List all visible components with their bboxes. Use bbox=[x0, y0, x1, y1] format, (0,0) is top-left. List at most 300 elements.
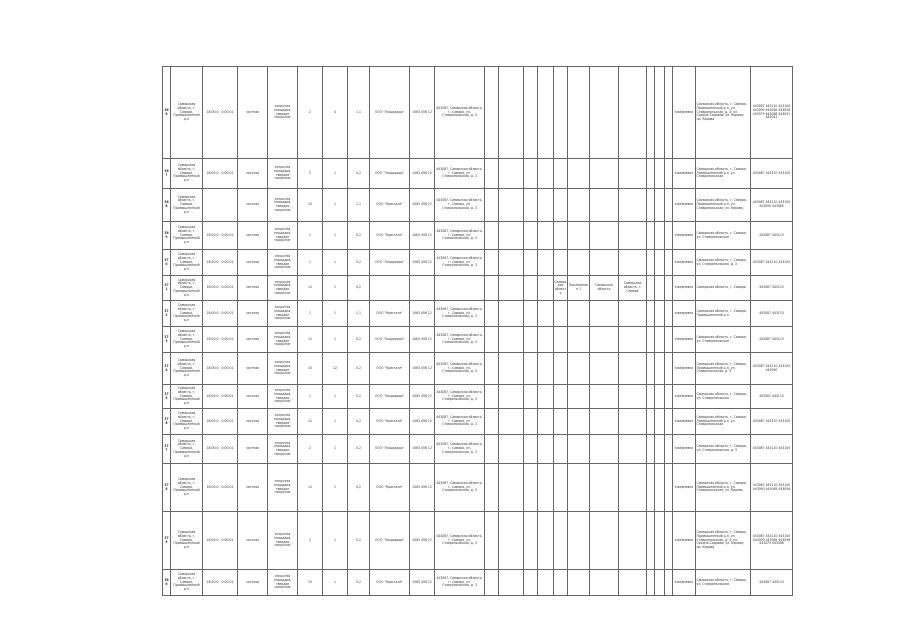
table-cell: 18:00:0 : 0:00:01 bbox=[203, 409, 238, 435]
table-cell: 1,1 bbox=[348, 301, 370, 327]
table-cell: открытая площадка, твердое покрытие bbox=[268, 353, 298, 385]
table-cell bbox=[538, 301, 554, 327]
table-cell: ООО "Кристалл" bbox=[370, 301, 410, 327]
table-cell bbox=[665, 189, 673, 222]
table-cell: Самарская область, г. Самара, ул. Ставропольская bbox=[696, 327, 751, 353]
table-cell: Самарская область, г. Самара, Промышленный р-н bbox=[171, 512, 203, 570]
table-cell: 4 bbox=[323, 67, 348, 159]
table-cell bbox=[554, 409, 568, 435]
table-cell: частная bbox=[238, 67, 268, 159]
table-cell bbox=[655, 159, 665, 189]
table-cell: частная bbox=[238, 301, 268, 327]
registry-table-body bbox=[163, 67, 793, 596]
table-cell: 443087 443110 443100 bbox=[751, 435, 793, 464]
table-cell bbox=[568, 409, 590, 435]
table-cell: ежедневно bbox=[673, 570, 696, 596]
table-cell bbox=[655, 409, 665, 435]
table-cell: 18:00:0 : 0:00:01 bbox=[203, 276, 238, 301]
table-cell: 1063 456 12 bbox=[410, 409, 435, 435]
table-cell bbox=[554, 189, 568, 222]
table-cell bbox=[485, 327, 499, 353]
table-row bbox=[163, 189, 793, 222]
table-cell bbox=[647, 385, 655, 409]
table-cell: 443087 443110 bbox=[751, 327, 793, 353]
row-number-cell: 369 bbox=[163, 222, 171, 250]
table-cell: Самарская область, г. Самара, Промышленный р-н bbox=[171, 159, 203, 189]
table-cell bbox=[590, 435, 619, 464]
table-cell bbox=[655, 189, 665, 222]
table-cell: 18:00:0 : 0:00:01 bbox=[203, 385, 238, 409]
table-cell bbox=[485, 250, 499, 276]
table-cell bbox=[568, 67, 590, 159]
table-cell: 1063 456 12 bbox=[410, 67, 435, 159]
table-cell: 1 bbox=[298, 385, 323, 409]
table-cell: открытая площадка, твердое покрытие bbox=[268, 159, 298, 189]
table-cell: 443087, Самарская область, г. Самара, ул. Ставропольская, д. 3 bbox=[435, 222, 485, 250]
table-cell: 443087 443110 443100 bbox=[751, 159, 793, 189]
table-cell bbox=[538, 570, 554, 596]
table-cell bbox=[499, 464, 524, 512]
table-cell: ООО "Эльдорадо" bbox=[370, 159, 410, 189]
table-row bbox=[163, 222, 793, 250]
table-cell bbox=[554, 512, 568, 570]
table-cell: Самарская область, г. Самара, Промышленный р-н bbox=[696, 301, 751, 327]
table-cell bbox=[619, 159, 647, 189]
table-cell: ежедневно bbox=[673, 159, 696, 189]
table-cell: 1063 456 12 bbox=[410, 327, 435, 353]
table-cell: открытая площадка, твердое покрытие bbox=[268, 570, 298, 596]
registry-table bbox=[162, 66, 793, 596]
table-row bbox=[163, 512, 793, 570]
table-cell: 443087 443110 443100 443090 bbox=[751, 353, 793, 385]
table-cell: 443087, Самарская область, г. Самара, ул. Ставропольская, д. 3 bbox=[435, 385, 485, 409]
table-cell: открытая площадка, твердое покрытие bbox=[268, 327, 298, 353]
table-cell bbox=[410, 276, 435, 301]
table-cell bbox=[499, 276, 524, 301]
table-cell bbox=[524, 409, 538, 435]
table-cell: 0,2 bbox=[348, 353, 370, 385]
table-cell bbox=[619, 435, 647, 464]
table-cell: 1 bbox=[323, 464, 348, 512]
table-cell: ежедневно bbox=[673, 435, 696, 464]
table-cell bbox=[568, 222, 590, 250]
table-cell bbox=[568, 353, 590, 385]
table-cell: ежедневно bbox=[673, 67, 696, 159]
table-cell bbox=[554, 159, 568, 189]
row-number-cell: 372 bbox=[163, 301, 171, 327]
table-cell: Самарская область, г. Самара, Промышленный р-н bbox=[171, 222, 203, 250]
table-cell: ежедневно bbox=[673, 385, 696, 409]
row-number-cell: 368 bbox=[163, 189, 171, 222]
table-cell: 0,2 bbox=[348, 250, 370, 276]
table-cell: частная bbox=[238, 353, 268, 385]
table-cell: открытая площадка, твердое покрытие bbox=[268, 409, 298, 435]
table-cell: 443087 443110 443100 443090 443065 443056 bbox=[751, 464, 793, 512]
table-cell: 12 bbox=[298, 464, 323, 512]
table-cell bbox=[538, 464, 554, 512]
table-cell bbox=[619, 222, 647, 250]
table-cell: 1063 456 12 bbox=[410, 385, 435, 409]
table-cell bbox=[538, 385, 554, 409]
table-row bbox=[163, 464, 793, 512]
table-cell bbox=[568, 327, 590, 353]
table-cell: 18:00:0 : 0:00:01 bbox=[203, 250, 238, 276]
table-cell: Самарская область bbox=[554, 276, 568, 301]
row-number-cell: 379 bbox=[163, 512, 171, 570]
table-cell bbox=[655, 222, 665, 250]
table-cell: 2 bbox=[298, 67, 323, 159]
table-cell: открытая площадка, твердое покрытие bbox=[268, 301, 298, 327]
table-cell bbox=[568, 512, 590, 570]
table-cell bbox=[647, 301, 655, 327]
table-cell: 1,1 bbox=[348, 67, 370, 159]
table-cell bbox=[665, 250, 673, 276]
table-cell: открытая площадка, твердое покрытие bbox=[268, 276, 298, 301]
table-cell: Самарская область, г. Самара, Промышленный р-н bbox=[171, 435, 203, 464]
table-cell: Самарская область, г. Самара, Промышленный р-н bbox=[171, 276, 203, 301]
table-row bbox=[163, 353, 793, 385]
table-cell: открытая площадка, твердое покрытие bbox=[268, 435, 298, 464]
table-cell bbox=[619, 512, 647, 570]
table-cell: ООО "Кристалл" bbox=[370, 222, 410, 250]
table-cell: частная bbox=[238, 512, 268, 570]
table-cell bbox=[524, 435, 538, 464]
table-cell bbox=[665, 222, 673, 250]
table-cell: 443087 443110 443100 443090 443065 bbox=[751, 189, 793, 222]
table-cell: частная bbox=[238, 464, 268, 512]
table-cell: 0,2 bbox=[348, 512, 370, 570]
table-cell bbox=[499, 67, 524, 159]
row-number-cell: 375 bbox=[163, 385, 171, 409]
table-cell: 18:00:0 : 0:00:01 bbox=[203, 570, 238, 596]
table-cell bbox=[485, 409, 499, 435]
table-cell: 443087 443110 bbox=[751, 301, 793, 327]
table-cell bbox=[655, 464, 665, 512]
table-cell bbox=[647, 353, 655, 385]
table-cell bbox=[568, 189, 590, 222]
table-cell: Самарская область bbox=[590, 276, 619, 301]
table-cell bbox=[590, 353, 619, 385]
table-cell: 1 bbox=[323, 301, 348, 327]
table-cell: 443087 443110 bbox=[751, 570, 793, 596]
table-cell bbox=[538, 353, 554, 385]
table-cell bbox=[655, 276, 665, 301]
table-cell: 12 bbox=[323, 353, 348, 385]
table-cell bbox=[524, 67, 538, 159]
table-cell bbox=[665, 276, 673, 301]
row-number-cell: 374 bbox=[163, 353, 171, 385]
row-number-cell: 373 bbox=[163, 327, 171, 353]
table-cell: 0,2 bbox=[348, 276, 370, 301]
table-cell bbox=[655, 250, 665, 276]
table-cell: 443087 443110 bbox=[751, 276, 793, 301]
table-cell: Самарская область, г. Самара, Промышленный р-н bbox=[171, 409, 203, 435]
table-cell: 443087, Самарская область, г. Самара, ул. Ставропольская, д. 3 bbox=[435, 189, 485, 222]
table-cell: 12 bbox=[298, 327, 323, 353]
table-cell bbox=[619, 327, 647, 353]
table-cell bbox=[554, 435, 568, 464]
table-cell: ООО "Эльдорадо" bbox=[370, 512, 410, 570]
table-cell: Самарская область, г. Самара, Промышленный р-н bbox=[171, 385, 203, 409]
table-cell: частная bbox=[238, 327, 268, 353]
table-cell: открытая площадка, твердое покрытие bbox=[268, 464, 298, 512]
table-cell bbox=[554, 570, 568, 596]
table-cell: ежедневно bbox=[673, 222, 696, 250]
table-cell bbox=[647, 327, 655, 353]
table-cell bbox=[619, 67, 647, 159]
table-cell bbox=[568, 464, 590, 512]
table-cell bbox=[590, 67, 619, 159]
table-cell bbox=[665, 570, 673, 596]
table-cell bbox=[524, 159, 538, 189]
row-number-cell: 371 bbox=[163, 276, 171, 301]
table-cell: 18:00:0 : 0:00:01 bbox=[203, 67, 238, 159]
table-cell: 18:00:0 : 0:00:01 bbox=[203, 159, 238, 189]
table-cell: ООО "Эльдорадо" bbox=[370, 67, 410, 159]
table-cell: 443087 443110 443100 bbox=[751, 409, 793, 435]
table-cell bbox=[568, 385, 590, 409]
table-cell: 1063 456 12 bbox=[410, 464, 435, 512]
table-cell bbox=[647, 189, 655, 222]
table-cell bbox=[554, 327, 568, 353]
table-cell: 18:00:0 : 0:00:01 bbox=[203, 222, 238, 250]
table-cell: 10 bbox=[298, 353, 323, 385]
table-cell bbox=[538, 435, 554, 464]
table-cell bbox=[538, 67, 554, 159]
table-cell: 1 bbox=[323, 435, 348, 464]
table-cell: 12 bbox=[298, 276, 323, 301]
table-cell: 1 bbox=[323, 385, 348, 409]
table-cell: 1 bbox=[298, 250, 323, 276]
table-cell: 443087, Самарская область, г. Самара, ул. Ставропольская, д. 3 bbox=[435, 327, 485, 353]
table-cell bbox=[619, 464, 647, 512]
table-cell: ежедневно bbox=[673, 512, 696, 570]
table-cell bbox=[590, 327, 619, 353]
table-cell: 443087, Самарская область, г. Самара, ул. Ставропольская, д. 3 bbox=[435, 570, 485, 596]
table-cell bbox=[554, 353, 568, 385]
table-cell: ООО "Кристалл" bbox=[370, 570, 410, 596]
table-cell: ежедневно bbox=[673, 327, 696, 353]
table-cell bbox=[619, 409, 647, 435]
table-cell: Самарская область, г. Самара, Промышленный р-н bbox=[171, 464, 203, 512]
table-cell: 1063 456 12 bbox=[410, 435, 435, 464]
row-number-cell: 380 bbox=[163, 570, 171, 596]
table-cell bbox=[499, 159, 524, 189]
table-cell: ООО "Эльдорадо" bbox=[370, 250, 410, 276]
table-cell bbox=[499, 301, 524, 327]
table-cell: частная bbox=[238, 409, 268, 435]
table-cell: 1 bbox=[323, 276, 348, 301]
table-cell: 443087 443110 bbox=[751, 222, 793, 250]
table-cell bbox=[665, 435, 673, 464]
table-cell bbox=[554, 385, 568, 409]
table-cell: 1 bbox=[323, 189, 348, 222]
table-cell bbox=[499, 353, 524, 385]
table-cell: 1063 456 12 bbox=[410, 353, 435, 385]
table-cell bbox=[485, 464, 499, 512]
table-cell: Самарская область, г. Самара, Промышленный р-н bbox=[171, 189, 203, 222]
table-cell bbox=[524, 353, 538, 385]
table-row bbox=[163, 250, 793, 276]
table-cell bbox=[485, 159, 499, 189]
table-row bbox=[163, 435, 793, 464]
table-cell: ООО "Кристалл" bbox=[370, 353, 410, 385]
table-cell bbox=[554, 250, 568, 276]
table-cell bbox=[655, 435, 665, 464]
table-cell bbox=[619, 189, 647, 222]
table-cell bbox=[647, 159, 655, 189]
table-cell bbox=[524, 222, 538, 250]
row-number-cell: 377 bbox=[163, 435, 171, 464]
table-cell: 1063 456 12 bbox=[410, 512, 435, 570]
table-cell bbox=[538, 409, 554, 435]
table-cell: 0,2 bbox=[348, 435, 370, 464]
table-cell bbox=[665, 512, 673, 570]
table-cell bbox=[485, 385, 499, 409]
table-cell: 1 bbox=[323, 512, 348, 570]
table-cell: Самарская область, г. Самара, Промышленный р-н, ул. Ставропольская bbox=[696, 409, 751, 435]
table-cell bbox=[665, 385, 673, 409]
table-cell: Самарская область, г. Самара, ул. Ставропольская bbox=[696, 222, 751, 250]
table-cell: ООО "Эльдорадо" bbox=[370, 435, 410, 464]
table-cell bbox=[665, 409, 673, 435]
table-cell bbox=[568, 250, 590, 276]
table-cell: открытая площадка, твердое покрытие bbox=[268, 250, 298, 276]
table-cell: ООО "Кристалл" bbox=[370, 464, 410, 512]
table-cell bbox=[619, 353, 647, 385]
table-cell: 443087 443110 443100 bbox=[751, 250, 793, 276]
table-cell: 443087, Самарская область, г. Самара, ул. Ставропольская, д. 3 bbox=[435, 353, 485, 385]
table-cell bbox=[485, 189, 499, 222]
table-cell bbox=[590, 385, 619, 409]
table-cell: 0,2 bbox=[348, 385, 370, 409]
table-cell: 0,2 bbox=[348, 222, 370, 250]
row-number-cell: 370 bbox=[163, 250, 171, 276]
table-cell bbox=[524, 327, 538, 353]
table-cell: 1 bbox=[323, 409, 348, 435]
table-cell: 443087, Самарская область, г. Самара, ул. Ставропольская, д. 3 bbox=[435, 67, 485, 159]
table-cell: 18:00:0 : 0:00:01 bbox=[203, 301, 238, 327]
table-cell bbox=[485, 67, 499, 159]
table-cell bbox=[485, 276, 499, 301]
table-cell bbox=[619, 385, 647, 409]
table-cell: ООО "Эльдорадо" bbox=[370, 385, 410, 409]
table-cell bbox=[647, 276, 655, 301]
table-cell: Самарская область, г. Самара, Промышленный р-н, ул. Ставропольская, д. 3; ул. Средне-Садовая; ул. Кирова; пр. Кирова bbox=[696, 67, 751, 159]
table-cell bbox=[619, 250, 647, 276]
table-cell: 443087 443110 bbox=[751, 385, 793, 409]
table-cell: ООО "Эльдорадо" bbox=[370, 327, 410, 353]
table-cell bbox=[538, 250, 554, 276]
table-cell bbox=[499, 570, 524, 596]
table-cell: 443087, Самарская область, г. Самара, ул. Ставропольская, д. 3 bbox=[435, 250, 485, 276]
table-cell bbox=[665, 353, 673, 385]
table-cell: 10 bbox=[298, 189, 323, 222]
table-cell bbox=[485, 222, 499, 250]
table-cell bbox=[485, 301, 499, 327]
table-cell bbox=[665, 159, 673, 189]
table-cell bbox=[590, 250, 619, 276]
table-cell: 1 bbox=[323, 570, 348, 596]
table-cell bbox=[647, 222, 655, 250]
table-cell bbox=[499, 189, 524, 222]
table-cell bbox=[538, 276, 554, 301]
table-cell bbox=[568, 570, 590, 596]
table-cell bbox=[590, 512, 619, 570]
table-cell: 1 bbox=[323, 250, 348, 276]
table-cell: Самарская область, г. Самара, Промышленный р-н bbox=[171, 353, 203, 385]
table-cell: Самарская область, г. Самара, ул. Ставропольская bbox=[696, 385, 751, 409]
table-cell: ООО "Кристалл" bbox=[370, 189, 410, 222]
table-cell bbox=[655, 512, 665, 570]
table-cell bbox=[524, 301, 538, 327]
table-cell: 1063 456 12 bbox=[410, 570, 435, 596]
table-cell bbox=[619, 301, 647, 327]
table-cell bbox=[655, 385, 665, 409]
table-row bbox=[163, 385, 793, 409]
table-cell: 0,2 bbox=[348, 409, 370, 435]
table-cell: Самарская область, г. Самара bbox=[696, 276, 751, 301]
table-row bbox=[163, 276, 793, 301]
table-cell bbox=[524, 570, 538, 596]
table-cell: 2 bbox=[298, 512, 323, 570]
table-cell bbox=[590, 159, 619, 189]
table-cell bbox=[568, 301, 590, 327]
table-cell bbox=[655, 67, 665, 159]
table-cell: Самарская область, г. Самара bbox=[619, 276, 647, 301]
table-cell: Самарская область, г. Самара, ул. Ставропольская, д. 3 bbox=[696, 250, 751, 276]
table-cell: частная bbox=[238, 435, 268, 464]
document-table-page bbox=[162, 66, 791, 596]
table-cell bbox=[554, 301, 568, 327]
table-cell bbox=[370, 276, 410, 301]
table-cell bbox=[499, 385, 524, 409]
table-cell: Приложение 1 bbox=[568, 276, 590, 301]
table-cell: 1 bbox=[323, 159, 348, 189]
table-cell bbox=[538, 222, 554, 250]
table-cell: ежедневно bbox=[673, 409, 696, 435]
table-cell: Самарская область, г. Самара, ул. Ставропольская bbox=[696, 570, 751, 596]
table-cell: Самарская область, г. Самара, Промышленный р-н, ул. Ставропольская, д. 3; ул. Средне-Садовая; ул. Кирова; пр. Кирова bbox=[696, 512, 751, 570]
row-number-cell: 366 bbox=[163, 67, 171, 159]
table-cell bbox=[590, 570, 619, 596]
table-cell: 18:00:0 : 0:00:01 bbox=[203, 464, 238, 512]
table-cell: 18:00:0 : 0:00:01 bbox=[203, 435, 238, 464]
table-cell: 18:00:0 : 0:00:01 bbox=[203, 327, 238, 353]
table-row bbox=[163, 301, 793, 327]
table-cell: 1063 456 12 bbox=[410, 301, 435, 327]
table-cell: открытая площадка, твердое покрытие bbox=[268, 222, 298, 250]
table-cell: Самарская область, г. Самара, Промышленный р-н, ул. Ставропольская bbox=[696, 159, 751, 189]
table-cell bbox=[655, 570, 665, 596]
table-cell: Самарская область, г. Самара, Промышленный р-н bbox=[171, 570, 203, 596]
table-cell: открытая площадка, твердое покрытие bbox=[268, 189, 298, 222]
table-cell bbox=[538, 159, 554, 189]
table-cell bbox=[590, 464, 619, 512]
table-cell bbox=[499, 512, 524, 570]
table-cell: 0,2 bbox=[348, 159, 370, 189]
table-cell bbox=[499, 222, 524, 250]
table-cell: 1 bbox=[298, 301, 323, 327]
table-cell bbox=[524, 512, 538, 570]
table-cell: частная bbox=[238, 385, 268, 409]
table-cell: 443087 443110 443100 443090 443065 443056 443079 443086 bbox=[751, 512, 793, 570]
table-cell: 443087, Самарская область, г. Самара, ул. Ставропольская, д. 3 bbox=[435, 159, 485, 189]
table-cell: 1063 456 12 bbox=[410, 222, 435, 250]
table-row bbox=[163, 409, 793, 435]
table-cell bbox=[524, 385, 538, 409]
table-row bbox=[163, 570, 793, 596]
